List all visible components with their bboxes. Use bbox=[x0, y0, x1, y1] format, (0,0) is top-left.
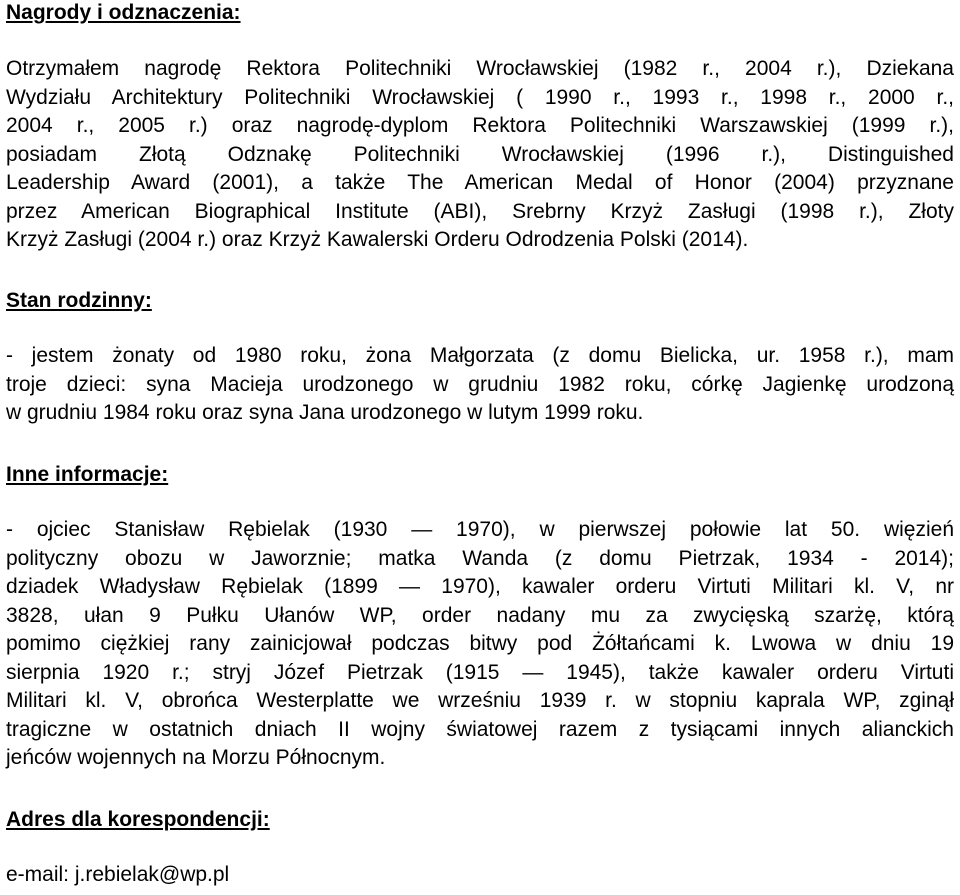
other-info-line: sierpnia 1920 r.; stryj Józef Pietrzak (1915 — 1945), także kawaler orderu Virtuti bbox=[6, 660, 954, 684]
awards-heading: Nagrody i odznaczenia: bbox=[6, 1, 241, 24]
other-info-line: jeńców wojennych na Morzu Północnym. bbox=[6, 746, 386, 769]
family-paragraph bbox=[6, 342, 954, 428]
awards-line: przez American Biographical Institute (ABI), Srebrny Krzyż Zasługi (1998 r.), Złoty bbox=[6, 199, 954, 223]
awards-paragraph bbox=[6, 55, 954, 255]
other-info-paragraph bbox=[6, 516, 954, 773]
awards-line: Krzyż Zasługi (2004 r.) oraz Krzyż Kawalerski Orderu Odrodzenia Polski (2014). bbox=[6, 228, 749, 251]
other-info-line: pomimo ciężkiej rany zainicjował podczas bitwy pod Żółtańcami k. Lwowa w dniu 19 bbox=[6, 632, 954, 655]
other-info-heading: Inne informacje: bbox=[6, 463, 169, 486]
family-line: w grudniu 1984 roku oraz syna Jana urodzonego w lutym 1999 roku. bbox=[6, 401, 644, 424]
address-heading: Adres dla korespondencji: bbox=[6, 808, 270, 831]
other-info-line: dziadek Władysław Rębielak (1899 — 1970), kawaler orderu Virtuti Militari kl. V, nr bbox=[6, 575, 954, 598]
other-info-line: Militari kl. V, obrońca Westerplatte we wrześniu 1939 r. w stopniu kaprala WP, zginął bbox=[6, 689, 954, 712]
awards-line: 2004 r., 2005 r.) oraz nagrodę-dyplom Rektora Politechniki Warszawskiej (1999 r.), bbox=[6, 114, 954, 137]
other-info-line: polityczny obozu w Jaworznie; matka Wanda (z domu Pietrzak, 1934 - 2014); bbox=[6, 546, 954, 570]
other-info-line: - ojciec Stanisław Rębielak (1930 — 1970), w pierwszej połowie lat 50. więzień bbox=[6, 518, 954, 541]
other-info-line: tragiczne w ostatnich dniach II wojny światowej razem z tysiącami innych alianckich bbox=[6, 717, 954, 741]
awards-line: Leadership Award (2001), a także The American Medal of Honor (2004) przyznane bbox=[6, 171, 954, 194]
email-line: e-mail: j.rebielak@wp.pl bbox=[6, 863, 230, 886]
other-info-line: 3828, ułan 9 Pułku Ułanów WP, order nadany mu za zwycięską szarżę, którą bbox=[6, 603, 954, 627]
awards-line: Otrzymałem nagrodę Rektora Politechniki Wrocławskiej (1982 r., 2004 r.), Dziekana bbox=[6, 57, 954, 80]
family-line: - jestem żonaty od 1980 roku, żona Małgorzata (z domu Bielicka, ur. 1958 r.), mam bbox=[6, 344, 954, 367]
awards-line: posiadam Złotą Odznakę Politechniki Wrocławskiej (1996 r.), Distinguished bbox=[6, 142, 954, 166]
family-heading: Stan rodzinny: bbox=[6, 289, 152, 312]
awards-line: Wydziału Architektury Politechniki Wrocławskiej ( 1990 r., 1993 r., 1998 r., 2000 r., bbox=[6, 85, 954, 109]
family-line: troje dzieci: syna Macieja urodzonego w grudniu 1982 roku, córkę Jagienkę urodzoną bbox=[6, 372, 954, 396]
